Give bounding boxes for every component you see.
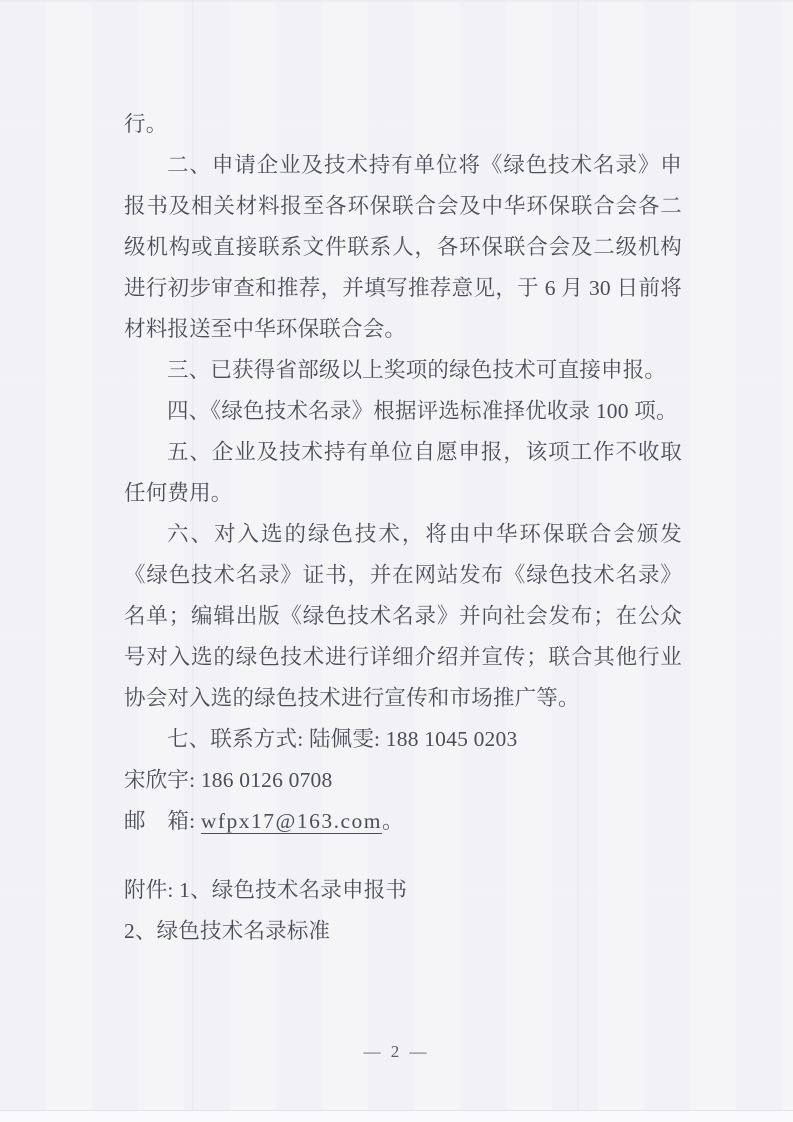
body-paragraph-continuation: 行。: [124, 112, 168, 136]
contact-line-1: 七、联系方式: 陆佩雯: 188 1045 0203: [167, 727, 518, 751]
attachment-line-1: 附件: 1、绿色技术名录申报书: [124, 878, 408, 902]
body-paragraph-item-4: 四、《绿色技术名录》根据评选标准择优收录 100 项。: [167, 399, 678, 423]
scan-edge-top: [0, 0, 793, 2]
email-suffix: 。: [382, 809, 404, 833]
body-paragraph-item-5: 五、企业及技术持有单位自愿申报，该项工作不收取任何费用。: [124, 440, 682, 505]
attachments-block: [124, 870, 682, 952]
scan-edge-bottom: [0, 1110, 793, 1122]
contact-block: [124, 719, 682, 842]
contact-line-email: [124, 801, 682, 842]
contact-line-2: 宋欣宇: 186 0126 0708: [124, 768, 333, 792]
body-paragraph-item-3: 三、已获得省部级以上奖项的绿色技术可直接申报。: [167, 358, 667, 382]
attachment-line-2: 2、绿色技术名录标准: [124, 919, 331, 943]
body-paragraph-item-6: 六、对入选的绿色技术，将由中华环保联合会颁发《绿色技术名录》证书，并在网站发布《绿色技术名录》名单；编辑出版《绿色技术名录》并向社会发布；在公众号对入选的绿色技术进行详细介绍并宣传；联合其他行业协会对入选的绿色技术进行宣传和市场推广等。: [124, 522, 682, 710]
document-body: [124, 104, 682, 952]
page-number: — 2 —: [363, 1042, 430, 1061]
body-paragraph-item-2: 二、申请企业及技术持有单位将《绿色技术名录》申报书及相关材料报至各环保联合会及中华环保联合会各二级机构或直接联系文件联系人，各环保联合会及二级机构进行初步审查和推荐，并填写推荐意见，于 6 月 30 日前将材料报送至中华环保联合会。: [124, 153, 682, 341]
email-address: wfpx17@163.com: [200, 809, 382, 833]
email-label: 邮 箱:: [124, 809, 201, 833]
